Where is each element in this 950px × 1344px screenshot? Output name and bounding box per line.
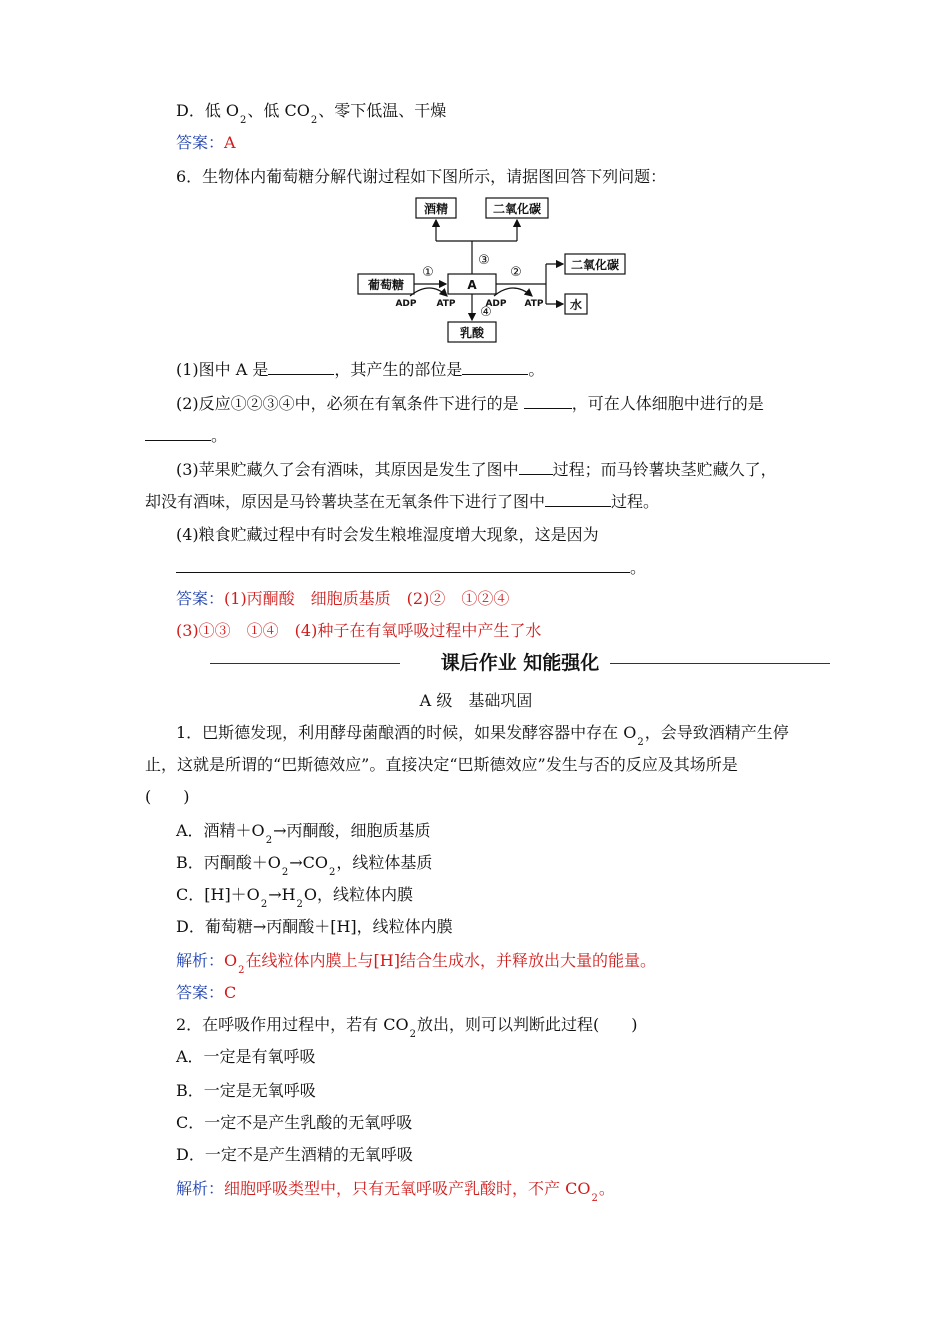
section-title: 课后作业 知能强化 (437, 652, 604, 674)
q6-part1: (1)图中 A 是 ，其产生的部位是 。 (176, 360, 545, 379)
hq2-analysis: 解析：细胞呼吸类型中，只有无氧呼吸产乳酸时，不产 $CO_2$。 (176, 1179, 615, 1204)
q6-answer: 答案：(1)丙酮酸 细胞质基质 (2)② ①②④ (176, 589, 510, 608)
section-header (210, 650, 830, 676)
label-lactic: 乳酸 (459, 326, 485, 340)
hq1-option-d: D．葡萄糖→丙酮酸＋[H]，线粒体内膜 (176, 917, 453, 936)
blank (268, 358, 334, 375)
label-water: 水 (569, 298, 583, 312)
blank (519, 458, 553, 475)
adp-2: ADP (485, 299, 507, 309)
blank (462, 358, 528, 375)
q6-part3: (3)苹果贮藏久了会有酒味，其原因是发生了图中 过程；而马铃薯块茎贮藏久了， (176, 460, 777, 479)
hq1-analysis: 解析：$O_2$在线粒体内膜上与[H]结合生成水，并释放出大量的能量。 (176, 951, 656, 976)
blank (545, 490, 611, 507)
reaction-2: ② (510, 265, 522, 280)
q6-part4-cont: 。 (176, 556, 646, 579)
label-a: A (467, 278, 477, 292)
adp-1: ADP (395, 299, 417, 309)
hq2-option-b: B．一定是无氧呼吸 (176, 1081, 316, 1100)
hq1-stem-cont: 止，这就是所谓的“巴斯德效应”。直接决定“巴斯德效应”发生与否的反应及其场所是 (145, 755, 738, 774)
hq2-option-c: C．一定不是产生乳酸的无氧呼吸 (176, 1113, 413, 1132)
label-co2-right: 二氧化碳 (570, 258, 620, 272)
blank (145, 424, 211, 441)
blank (176, 556, 630, 573)
atp-1: ATP (436, 299, 456, 309)
reaction-1: ① (422, 265, 434, 280)
metabolism-diagram (350, 192, 640, 347)
hq1-bracket: ( ) (145, 787, 190, 806)
hq2-option-a: A．一定是有氧呼吸 (176, 1047, 316, 1066)
atp-2: ATP (524, 299, 544, 309)
q6-answer-cont: (3)①③ ①④ (4)种子在有氧呼吸过程中产生了水 (176, 621, 542, 640)
q6-part2-cont: 。 (145, 424, 227, 447)
reaction-4: ④ (480, 305, 492, 320)
hq1-answer: 答案：C (176, 983, 237, 1002)
label-alcohol: 酒精 (423, 202, 449, 216)
q6-stem: 6．生物体内葡萄糖分解代谢过程如下图所示，请据图回答下列问题： (176, 167, 667, 186)
q5-option-d: D．低 $O_2$、低 $CO_2$、零下低温、干燥 (176, 101, 447, 126)
blank (524, 392, 572, 409)
reaction-3: ③ (478, 253, 490, 268)
hq1-option-a: A．酒精$+O_2\to$丙酮酸，细胞质基质 (176, 821, 431, 846)
label-co2-top: 二氧化碳 (492, 202, 542, 216)
q6-part4: (4)粮食贮藏过程中有时会发生粮堆湿度增大现象，这是因为 (176, 525, 599, 544)
label-glucose: 葡萄糖 (367, 278, 405, 292)
level-heading: A 级 基础巩固 (419, 691, 533, 710)
q6-part2: (2)反应①②③④中，必须在有氧条件下进行的是 ，可在人体细胞中进行的是 (176, 394, 764, 413)
q5-answer: 答案：A (176, 133, 236, 152)
hq2-option-d: D．一定不是产生酒精的无氧呼吸 (176, 1145, 413, 1164)
q6-part3-cont: 却没有酒味，原因是马铃薯块茎在无氧条件下进行了图中 过程。 (145, 492, 660, 511)
hq1-stem: 1．巴斯德发现，利用酵母菌酿酒的时候，如果发酵容器中存在 $O_2$，会导致酒精产生停 (176, 723, 789, 748)
hq2-stem: 2．在呼吸作用过程中，若有 $CO_2$放出，则可以判断此过程( ) (176, 1015, 638, 1040)
hq1-option-b: B．丙酮酸$+O_2\to CO_2$，线粒体基质 (176, 853, 433, 878)
hq1-option-c: C．$[H]+O_2\to H_2O$，线粒体内膜 (176, 885, 414, 910)
